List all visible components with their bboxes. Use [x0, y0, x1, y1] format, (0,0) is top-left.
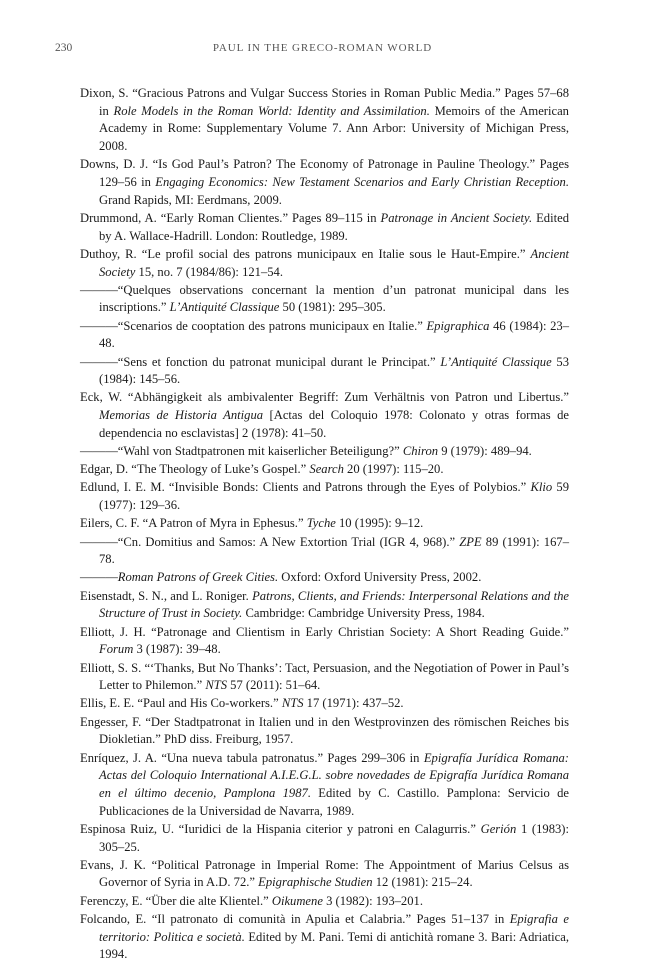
bibliography-entry	[80, 515, 569, 533]
bibliography-entry	[80, 911, 569, 964]
bibliography-entry	[80, 282, 569, 317]
page-number: 230	[55, 42, 73, 54]
entry-title-italic: L’Antiquité Classique	[169, 300, 280, 315]
entry-text: Drummond, A. “Early Roman Clientes.” Pages 89–115 in	[80, 210, 381, 225]
entry-text: 1 (1983): 305–25.	[99, 821, 570, 854]
running-head: PAUL IN THE GRECO-ROMAN WORLD	[212, 42, 433, 54]
entry-title-italic: Role Models in the Roman World: Identity and Assimilation.	[113, 103, 430, 118]
entry-title-italic: Patrons, Clients, and Friends: Interpersonal Relations and the Structure of Trust in Society.	[99, 588, 569, 621]
entry-title-italic: Forum	[99, 642, 134, 657]
entry-text: Espinosa Ruiz, U. “Iuridici de la Hispania citerior y patroni en Calagurris.”	[80, 821, 481, 836]
bibliography-entry	[80, 479, 569, 514]
bibliography-entry	[80, 210, 569, 245]
entry-text: 3 (1987): 39–48.	[133, 642, 221, 657]
bibliography-entry	[80, 443, 569, 461]
entry-title-italic: NTS	[281, 696, 304, 711]
entry-title-italic: Tyche	[306, 516, 336, 531]
entry-text: Eilers, C. F. “A Patron of Myra in Ephesus.”	[80, 516, 307, 531]
entry-title-italic: NTS	[205, 678, 228, 693]
entry-title-italic: Chiron	[402, 444, 439, 459]
entry-text: Ferenczy, E. “Über die alte Klientel.”	[80, 893, 272, 908]
entry-text: 59 (1977): 129–36.	[99, 480, 569, 513]
entry-title-italic: Gerión	[480, 821, 517, 836]
entry-text: Elliott, S. S. “‘Thanks, But No Thanks’: Tact, Persuasion, and the Negotiation of Power in Paul’s Letter to Philemon.”	[80, 660, 569, 693]
entry-text: Dixon, S. “Gracious Patrons and Vulgar Success Stories in Roman Public Media.” Pages 57–68 in	[80, 86, 569, 118]
entry-text: ———“Sens et fonction du patronat municipal durant le Principat.”	[80, 354, 441, 369]
entry-text: Edited by A. Wallace-Hadrill. London: Routledge, 1989.	[99, 210, 569, 243]
entry-text: Cambridge: Cambridge University Press, 1984.	[242, 606, 485, 621]
bibliography-entry	[80, 821, 569, 856]
entry-text: Edgar, D. “The Theology of Luke’s Gospel.”	[80, 462, 310, 477]
bibliography-entry	[80, 569, 569, 587]
entry-title-italic: Search	[309, 462, 344, 477]
entry-text: ———“Scenarios de cooptation des patrons municipaux en Italie.”	[80, 318, 427, 333]
entry-title-italic: Patronage in Ancient Society.	[380, 210, 533, 225]
entry-text: Oxford: Oxford University Press, 2002.	[278, 570, 482, 585]
entry-title-italic: Epigraphische Studien	[258, 875, 373, 890]
entry-title-italic: Epigrafia e territorio: Politica e società.	[99, 911, 569, 944]
entry-text: 10 (1995): 9–12.	[335, 516, 424, 531]
bibliography-entry	[80, 318, 569, 353]
bibliography-entry	[80, 246, 569, 281]
entry-text: ———“Wahl von Stadtpatronen mit kaiserlicher Beteiligung?”	[80, 444, 403, 459]
entry-text: 89 (1991): 167–78.	[99, 534, 569, 567]
entry-title-italic: Engaging Economics: New Testament Scenarios and Early Christian Reception.	[155, 175, 569, 190]
bibliography-entry	[80, 534, 569, 569]
entry-text: ———“Cn. Domitius and Samos: A New Extortion Trial (IGR 4, 968).”	[80, 534, 460, 549]
entry-text: Edited by C. Castillo. Pamplona: Servicio de Publicaciones de la Universidad de Navarra, 1989.	[99, 785, 569, 818]
entry-title-italic: Memorias de Historia Antigua	[99, 408, 264, 423]
entry-title-italic: Oikumene	[271, 893, 323, 908]
entry-title-italic: Epigrafía Jurídica Romana: Actas del Coloquio International A.I.E.G.L. sobre novedades de Epigrafía Jurídica Romana en el último decenio, Pamplona 1987.	[99, 750, 569, 800]
entry-text: Edited by M. Pani. Temi di antichità romane 3. Bari: Adriatica, 1994.	[99, 929, 569, 962]
entry-title-italic: ZPE	[459, 534, 482, 549]
entry-text: 17 (1971): 437–52.	[303, 696, 404, 711]
bibliography-entry	[80, 354, 569, 389]
entry-text: 20 (1997): 115–20.	[343, 462, 444, 477]
bibliography-entry	[80, 695, 569, 713]
entry-text: 53 (1984): 145–56.	[99, 354, 569, 387]
entry-text: 57 (2011): 51–64.	[227, 678, 321, 693]
entry-text: Duthoy, R. “Le profil social des patrons municipaux en Italie sous le Haut-Empire.”	[80, 246, 531, 261]
entry-text: Engesser, F. “Der Stadtpatronat in Italien und in den Westprovinzen des römischen Reiches bis Diokletian.” PhD diss. Freiburg, 1957.	[80, 714, 569, 747]
entry-text: Enríquez, J. A. “Una nueva tabula patronatus.” Pages 299–306 in	[80, 750, 424, 765]
entry-text: Edlund, I. E. M. “Invisible Bonds: Clients and Patrons through the Eyes of Polybios.”	[80, 480, 531, 495]
entry-text: ———	[80, 570, 118, 585]
bibliography-entry	[80, 624, 569, 659]
entry-text: Memoirs of the American Academy in Rome: Supplementary Volume 7. Ann Arbor: University of Michigan Press, 2008.	[99, 103, 569, 154]
bibliography-entry	[80, 389, 569, 442]
entry-title-italic: L’Antiquité Classique	[440, 354, 552, 369]
entry-text: 46 (1984): 23–48.	[99, 318, 569, 351]
bibliography-entry	[80, 461, 569, 479]
entry-text: Grand Rapids, MI: Eerdmans, 2009.	[99, 192, 282, 207]
entry-text: Folcando, E. “Il patronato di comunità in Apulia et Calabria.” Pages 51–137 in	[80, 911, 510, 926]
entry-text: 12 (1981): 215–24.	[372, 875, 473, 890]
bibliography-entry	[80, 857, 569, 892]
entry-text: 50 (1981): 295–305.	[279, 300, 386, 315]
entry-title-italic: Roman Patrons of Greek Cities.	[117, 570, 279, 585]
entry-text: 15, no. 7 (1984/86): 121–54.	[135, 264, 283, 279]
entry-text: 9 (1979): 489–94.	[438, 444, 532, 459]
entry-title-italic: Ancient Society	[99, 246, 569, 279]
entry-text: Downs, D. J. “Is God Paul’s Patron? The Economy of Patronage in Pauline Theology.” Pages 129–56 in	[80, 157, 569, 190]
page-header	[55, 42, 590, 60]
bibliography-entry	[80, 588, 569, 623]
entry-title-italic: Klio	[530, 480, 553, 495]
bibliography-entry	[80, 750, 569, 821]
bibliography-entry	[80, 893, 569, 911]
bibliography-entry	[80, 156, 569, 209]
bibliography-entry	[80, 85, 569, 156]
bibliography-list	[80, 85, 569, 964]
entry-text: [Actas del Coloquio 1978: Colonato y otras formas de dependencia no esclavistas] 2 (1978): 41–50.	[99, 408, 570, 440]
entry-text: Eisenstadt, S. N., and L. Roniger.	[80, 588, 253, 603]
entry-text: Elliott, J. H. “Patronage and Clientism in Early Christian Society: A Short Reading Guide.”	[80, 624, 569, 639]
entry-text: Ellis, E. E. “Paul and His Co-workers.”	[80, 696, 282, 711]
entry-title-italic: Epigraphica	[426, 318, 490, 333]
entry-text: 3 (1982): 193–201.	[322, 893, 423, 908]
bibliography-entry	[80, 660, 569, 695]
entry-text: Eck, W. “Abhängigkeit als ambivalenter Begriff: Zum Verhältnis von Patron und Libertus.”	[80, 390, 569, 405]
entry-text: Evans, J. K. “Political Patronage in Imperial Rome: The Appointment of Marius Celsus as Governor of Syria in A.D. 72.”	[80, 857, 569, 890]
bibliography-entry	[80, 714, 569, 749]
entry-text: ———“Quelques observations concernant la mention d’un patronat municipal dans les inscriptions.”	[80, 282, 569, 315]
